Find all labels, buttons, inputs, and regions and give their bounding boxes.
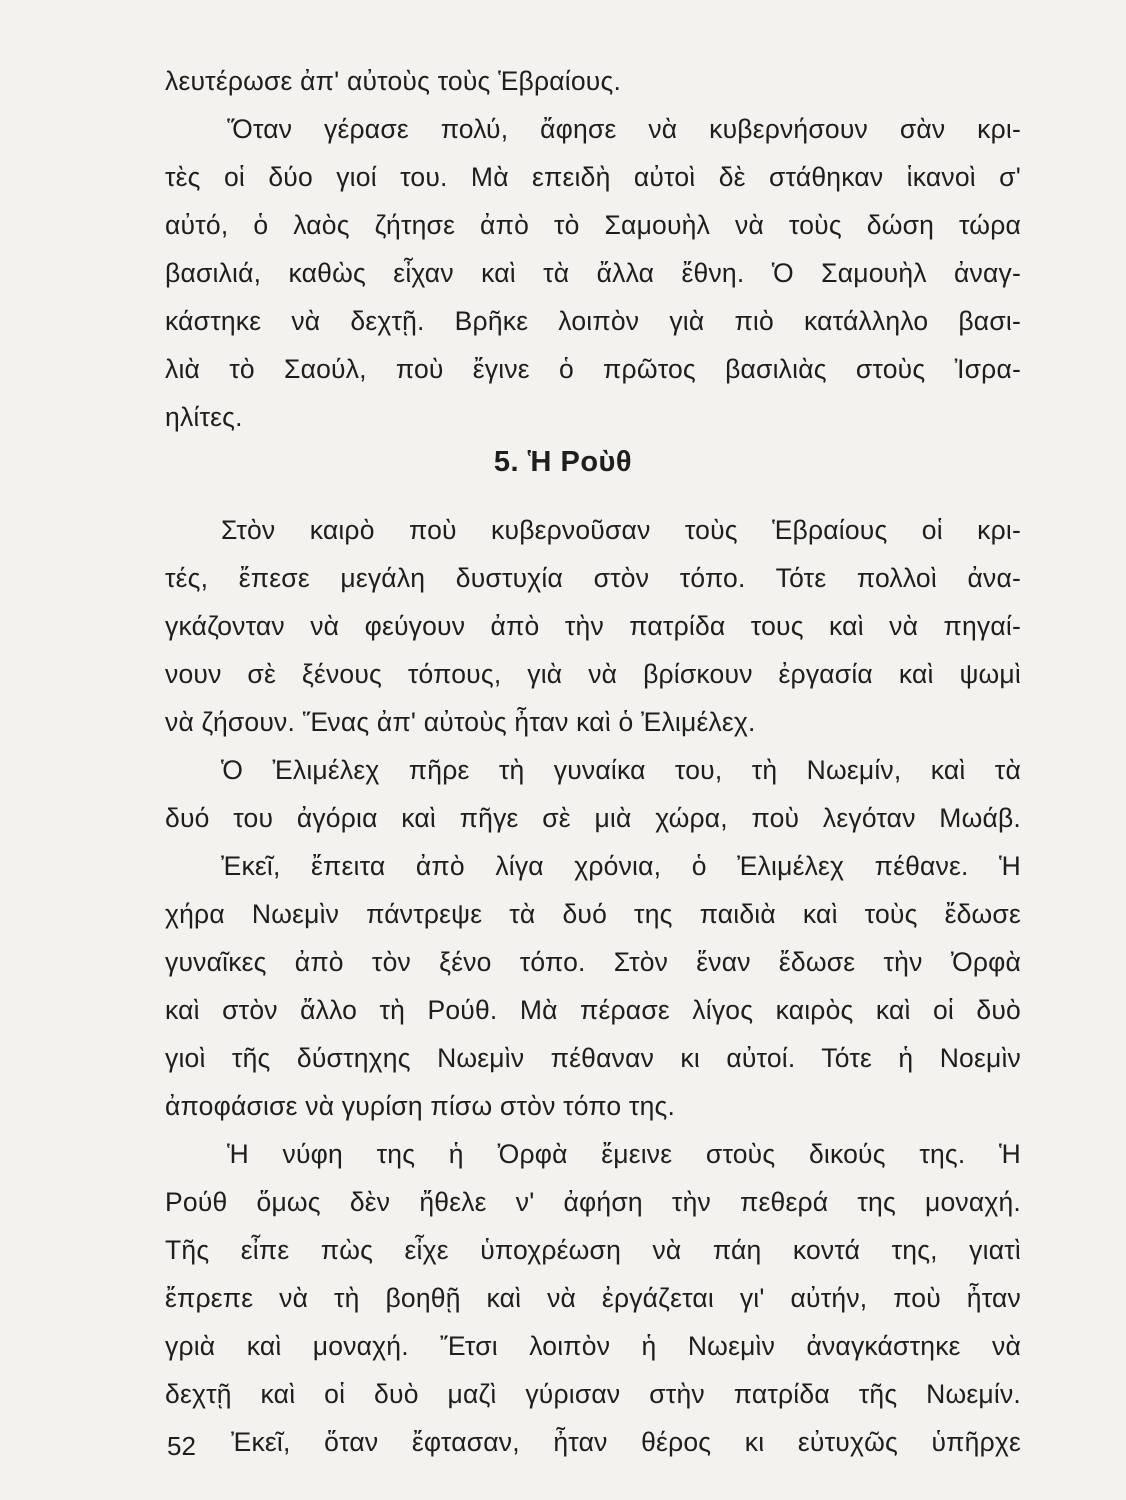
text-line: δεχτῇ καὶ οἱ δυὸ μαζὶ γύρισαν στὴν πατρίδα τῆς Νωεμίν. — [165, 1379, 1021, 1409]
text-line: τὲς οἱ δύο γιοί του. Μὰ επειδὴ αὐτοὶ δὲ στάθηκαν ἱκανοὶ σ' — [165, 162, 1021, 192]
text-line: βασιλιά, καθὼς εἶχαν καὶ τὰ ἄλλα ἔθνη. Ὁ Σαμουὴλ ἀναγ- — [165, 258, 1021, 288]
text-line: λιὰ τὸ Σαούλ, ποὺ ἔγινε ὁ πρῶτος βασιλιὰς στοὺς Ἰσρα- — [165, 354, 1021, 384]
text-line: Ρούθ ὅμως δὲν ἤθελε ν' ἀφήση τὴν πεθερά της μοναχή. — [165, 1187, 1021, 1217]
section-heading: 5. Ἡ Ροὺθ — [493, 446, 633, 478]
text-line: λευτέρωσε ἀπ' αὐτοὺς τοὺς Ἑβραίους. — [165, 66, 622, 96]
text-line: Ὅταν γέρασε πολύ, ἄφησε νὰ κυβερνήσουν σὰν κρι- — [227, 114, 1021, 144]
text-line: Ὁ Ἐλιμέλεχ πῆρε τὴ γυναίκα του, τὴ Νωεμίν, καὶ τὰ — [221, 755, 1021, 785]
text-line: γκάζονταν νὰ φεύγουν ἀπὸ τὴν πατρίδα τους καὶ νὰ πηγαί- — [165, 611, 1021, 641]
text-line: ἔπρεπε νὰ τὴ βοηθῇ καὶ νὰ ἐργάζεται γι' αὐτήν, ποὺ ἦταν — [165, 1283, 1021, 1313]
text-line: γιοὶ τῆς δύστηχης Νωεμὶν πέθαναν κι αὐτοί. Τότε ἡ Νοεμὶν — [165, 1043, 1021, 1073]
text-line: χήρα Νωεμὶν πάντρεψε τὰ δυό της παιδιὰ καὶ τοὺς ἔδωσε — [165, 899, 1021, 929]
text-line: δυό του ἀγόρια καὶ πῆγε σὲ μιὰ χώρα, ποὺ λεγόταν Μωάβ. — [165, 803, 1021, 833]
text-line: τές, ἔπεσε μεγάλη δυστυχία στὸν τόπο. Τότε πολλοὶ ἀνα- — [165, 563, 1021, 593]
text-line: νὰ ζήσουν. Ἕνας ἀπ' αὐτοὺς ἦταν καὶ ὁ Ἐλιμέλεχ. — [165, 707, 756, 737]
text-line: γριὰ καὶ μοναχή. Ἔτσι λοιπὸν ἡ Νωεμὶν ἀναγκάστηκε νὰ — [165, 1331, 1021, 1361]
text-line: Ἐκεῖ, ὅταν ἔφτασαν, ἦταν θέρος κι εὐτυχῶς ὑπῆρχε — [231, 1427, 1021, 1457]
text-line: καὶ στὸν ἄλλο τὴ Ρούθ. Μὰ πέρασε λίγος καιρὸς καὶ οἱ δυὸ — [165, 995, 1021, 1025]
text-line: Στὸν καιρὸ ποὺ κυβερνοῦσαν τοὺς Ἑβραίους οἱ κρι- — [221, 515, 1021, 545]
text-line: κάστηκε νὰ δεχτῇ. Βρῆκε λοιπὸν γιὰ πιὸ κατάλληλο βασι- — [165, 306, 1021, 336]
text-line: γυναῖκες ἀπὸ τὸν ξένο τόπο. Στὸν ἕναν ἔδωσε τὴν Ὀρφὰ — [165, 947, 1021, 977]
text-line: ηλίτες. — [165, 402, 243, 432]
text-line: ἀποφάσισε νὰ γυρίση πίσω στὸν τόπο της. — [165, 1091, 676, 1121]
text-line: νουν σὲ ξένους τόπους, γιὰ νὰ βρίσκουν ἐργασία καὶ ψωμὶ — [165, 659, 1021, 689]
text-line: Τῆς εἶπε πὼς εἶχε ὑποχρέωση νὰ πάη κοντά της, γιατὶ — [165, 1235, 1021, 1265]
page-number: 52 — [167, 1431, 196, 1461]
text-line: Ἐκεῖ, ἔπειτα ἀπὸ λίγα χρόνια, ὁ Ἐλιμέλεχ πέθανε. Ἡ — [221, 851, 1021, 881]
text-line: Ἡ νύφη της ἡ Ὀρφὰ ἔμεινε στοὺς δικούς της. Ἡ — [227, 1139, 1021, 1169]
text-line: αὐτό, ὁ λαὸς ζήτησε ἀπὸ τὸ Σαμουὴλ νὰ τοὺς δώση τώρα — [165, 210, 1021, 240]
